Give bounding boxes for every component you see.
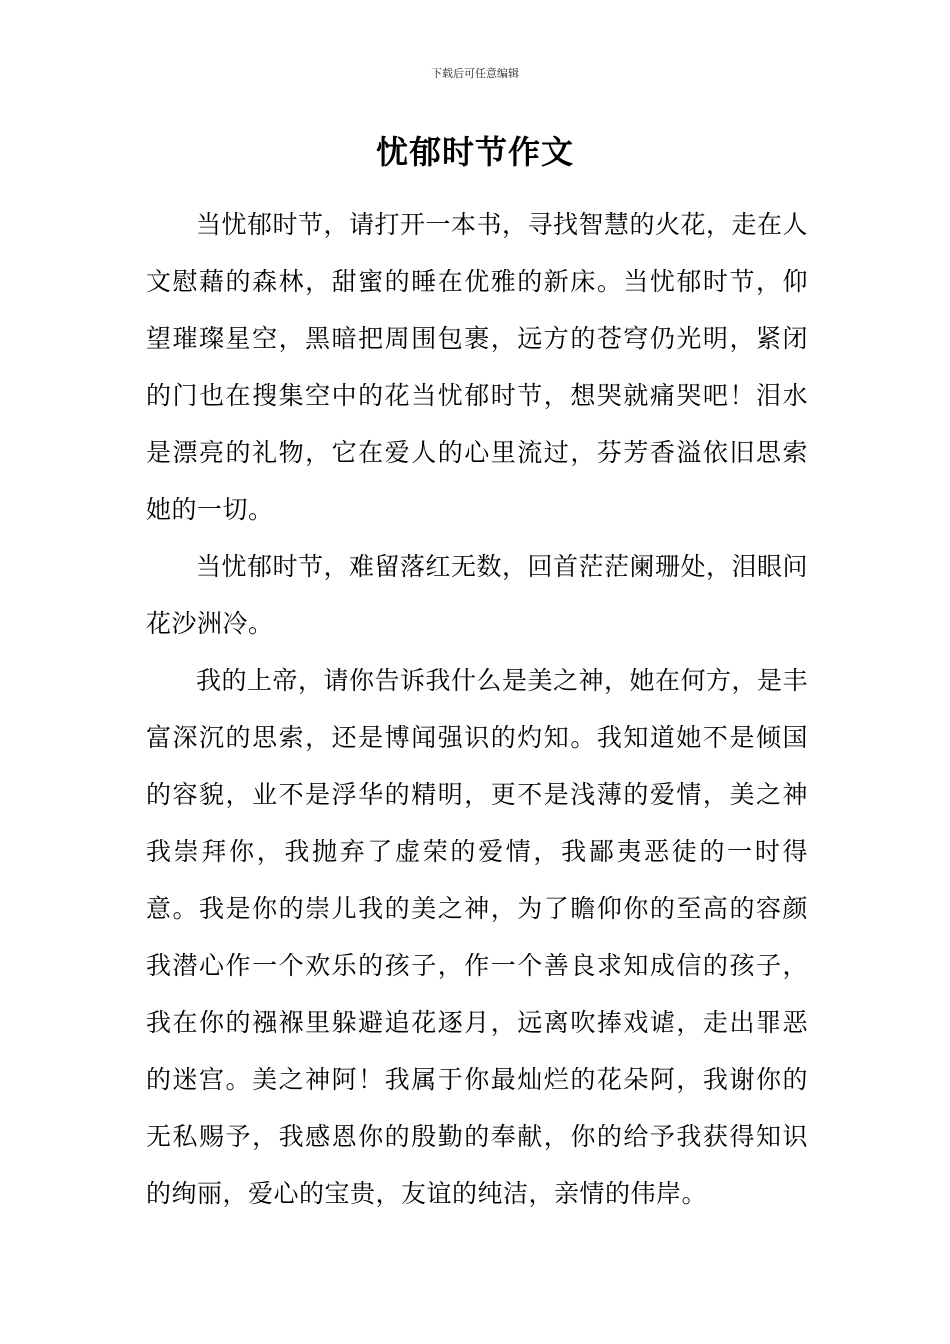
header-note: 下载后可任意编辑 [431,67,519,80]
paragraph-1: 当忧郁时节，请打开一本书，寻找智慧的火花，走在人文慰藉的森林，甜蜜的睡在优雅的新床。当忧郁时节，仰望璀璨星空，黑暗把周围包裹，远方的苍穹仍光明，紧闭的门也在搜集空中的花当忧郁时节，想哭就痛哭吧！泪水是漂亮的礼物，它在爱人的心里流过，芬芳香溢依旧思索她的一切。 [146,210,809,524]
paragraph-2: 当忧郁时节，难留落红无数，回首茫茫阑珊处，泪眼问花沙洲冷。 [146,552,809,638]
document-title: 忧郁时节作文 [375,133,574,171]
document-body [146,196,808,1222]
paragraph-3: 我的上帝，请你告诉我什么是美之神，她在何方，是丰富深沉的思索，还是博闻强识的灼知。我知道她不是倾国的容貌，业不是浮华的精明，更不是浅薄的爱情，美之神我崇拜你，我抛弃了虚荣的爱情，我鄙夷恶徒的一时得意。我是你的崇儿我的美之神，为了瞻仰你的至高的容颜我潜心作一个欢乐的孩子，作一个善良求知成信的孩子，我在你的襁褓里躲避追花逐月，远离吹捧戏谑，走出罪恶的迷宫。美之神阿！我属于你最灿烂的花朵阿，我谢你的无私赐予，我感恩你的殷勤的奉献，你的给予我获得知识的绚丽，爱心的宝贵，友谊的纯洁，亲情的伟岸。 [146,666,809,1208]
